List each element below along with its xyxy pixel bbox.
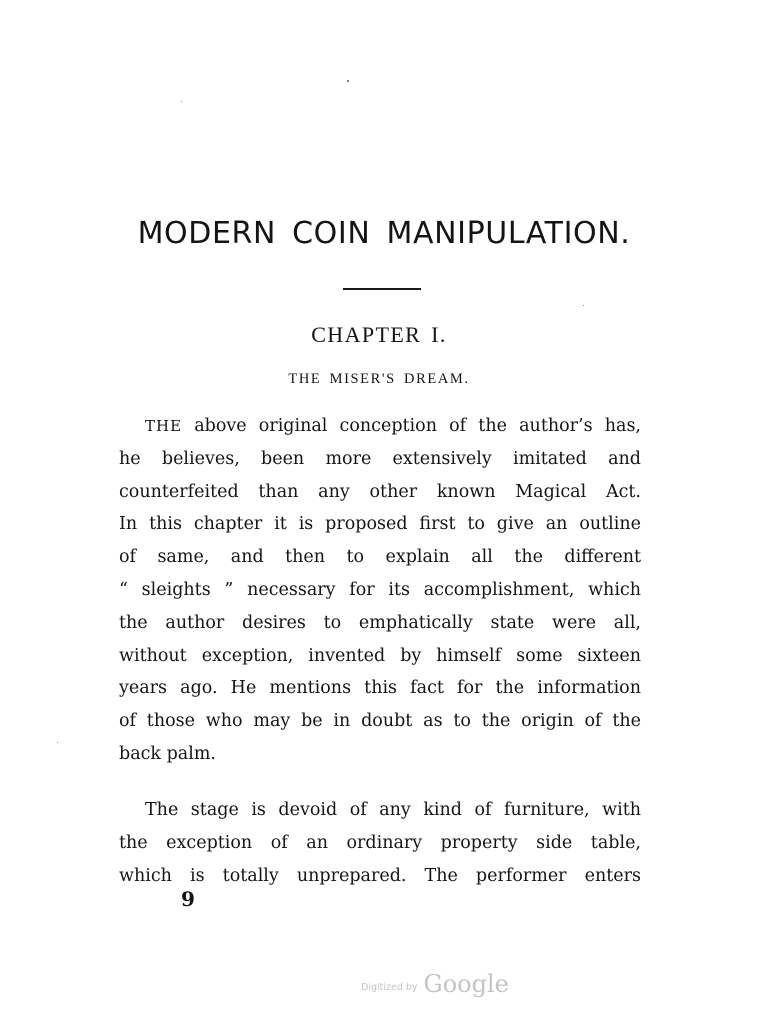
text-line: which is totally unprepared. The performer enters <box>119 865 641 886</box>
scan-speck <box>347 80 349 82</box>
paragraph-1 <box>119 410 641 771</box>
line-rest: above original conception of the author’s has, <box>182 416 641 436</box>
google-logo: Google <box>423 970 509 998</box>
scan-speck <box>57 742 58 743</box>
section-heading: THE MISER'S DREAM. <box>288 371 470 387</box>
chapter-heading: CHAPTER I. <box>311 322 447 347</box>
text-line: of same, and then to explain all the different <box>119 547 641 568</box>
text-line: The stage is devoid of any kind of furniture, with <box>145 800 641 820</box>
text-line: years ago. He mentions this fact for the information <box>119 678 641 699</box>
drop-word: THE <box>145 417 183 435</box>
text-line: he believes, been more extensively imitated and <box>119 448 641 469</box>
text-line: “ sleights ” necessary for its accomplishment, which <box>119 579 641 600</box>
text-line: without exception, invented by himself some sixteen <box>119 645 641 666</box>
title-rule <box>343 288 421 290</box>
page-number: 9 <box>181 887 195 911</box>
text-line: In this chapter it is proposed first to give an outline <box>119 514 641 535</box>
text-line: back palm. <box>119 743 216 764</box>
text-line <box>119 410 641 443</box>
text-line: the exception of an ordinary property side table, <box>119 832 641 853</box>
paragraph-2 <box>119 794 641 892</box>
text-line: counterfeited than any other known Magical Act. <box>119 481 641 502</box>
text-line: of those who may be in doubt as to the origin of the <box>119 711 641 732</box>
watermark-prefix: Digitized by <box>361 982 418 993</box>
digitized-watermark <box>361 970 509 998</box>
scan-speck <box>181 101 182 102</box>
text-line: the author desires to emphatically state were all, <box>119 612 641 633</box>
book-title: MODERN COIN MANIPULATION. <box>137 216 631 251</box>
scan-speck <box>583 305 584 306</box>
